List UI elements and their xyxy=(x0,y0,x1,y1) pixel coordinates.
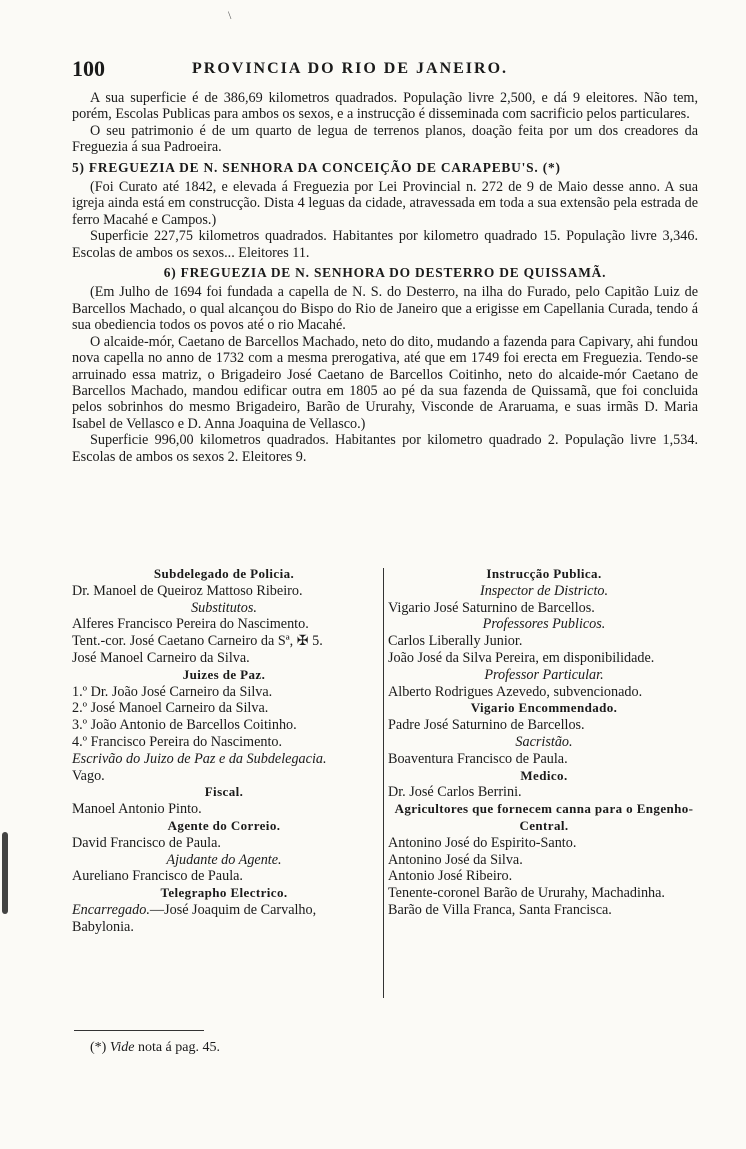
entry: Dr. José Carlos Berrini. xyxy=(388,784,522,801)
entry: Manoel Antonio Pinto. xyxy=(72,801,202,818)
entry: João José da Silva Pereira, em disponibilidade. xyxy=(388,649,655,666)
column-divider xyxy=(383,568,384,998)
right-column xyxy=(388,566,700,919)
entry: 3.º João Antonio de Barcellos Coitinho. xyxy=(72,717,297,734)
subheading: Inspector de Districto. xyxy=(479,582,609,599)
paragraph: Superficie 227,75 kilometros quadrados. Habitantes por kilometro quadrado 15. População livre 3,346. Escolas de ambos os sexos... Eleitores 11. xyxy=(72,228,698,261)
entry: 4.º Francisco Pereira do Nascimento. xyxy=(72,733,283,750)
heading: Vigario Encommendado. xyxy=(470,700,618,716)
entry: Tent.-cor. José Caetano Carneiro da Sª, ✠ 5. xyxy=(72,633,323,650)
ink-speck: \ xyxy=(228,8,232,22)
subheading: Substitutos. xyxy=(191,599,257,616)
page-header xyxy=(72,56,700,82)
footnote-mark: (*) xyxy=(90,1040,107,1055)
heading: Medico. xyxy=(520,767,568,783)
entry: Boaventura Francisco de Paula. xyxy=(388,750,568,767)
entry: Alferes Francisco Pereira do Nascimento. xyxy=(72,616,309,633)
entry: 1.º Dr. João José Carneiro da Silva. xyxy=(72,683,273,700)
value: —José Joaquim de Carvalho, Babylonia. xyxy=(72,901,317,935)
heading: Subdelegado de Policia. xyxy=(153,566,295,581)
running-title: PROVINCIA DO RIO DE JANEIRO. xyxy=(192,60,509,77)
entry: Aureliano Francisco de Paula. xyxy=(72,868,243,885)
margin-stain xyxy=(2,832,8,914)
footnote-text: nota á pag. 45. xyxy=(137,1040,220,1055)
entry: Vigario José Saturnino de Barcellos. xyxy=(388,599,595,616)
page-number: 100 xyxy=(72,56,105,81)
heading: Telegrapho Electrico. xyxy=(160,885,288,901)
footnote xyxy=(90,1040,220,1056)
paragraph: A sua superficie é de 386,69 kilometros quadrados. População livre 2,500, e dá 9 eleitores. Não tem, porém, Escolas Publicas para ambos os sexos, e a instrucção é disseminada com sacrificio pelos particulares. xyxy=(72,90,698,123)
entry: Antonino José do Espirito-Santo. xyxy=(388,834,577,851)
entry: Padre José Saturnino de Barcellos. xyxy=(388,717,585,734)
heading: Instrucção Publica. xyxy=(486,566,602,581)
subheading: Sacristão. xyxy=(515,733,573,750)
section-heading-5: 5) FREGUEZIA DE N. SENHORA DA CONCEIÇÃO DE CARAPEBU'S. (*) xyxy=(72,159,561,175)
footnote-vide: Vide xyxy=(109,1040,135,1055)
entry: Tenente-coronel Barão de Ururahy, Machadinha. xyxy=(388,885,665,902)
entry: 2.º José Manoel Carneiro da Silva. xyxy=(72,700,269,717)
entry: Alberto Rodrigues Azevedo, subvencionado. xyxy=(388,683,643,700)
subheading: Professor Particular. xyxy=(484,666,604,683)
entry: Dr. Manoel de Queiroz Mattoso Ribeiro. xyxy=(72,582,303,599)
heading: Fiscal. xyxy=(204,784,244,800)
paragraph: (Foi Curato até 1842, e elevada á Freguezia por Lei Provincial n. 272 de 9 de Maio desse anno. A sua igreja ainda está em construcção. Dista 4 leguas da cidade, atravessada em toda a sua extensão pela estrada de ferro Macahé e Campos.) xyxy=(72,179,698,228)
entry xyxy=(72,902,376,936)
entry: Barão de Villa Franca, Santa Francisca. xyxy=(388,901,612,918)
officials-columns xyxy=(72,566,700,1006)
entry: David Francisco de Paula. xyxy=(72,834,221,851)
entry: Vago. xyxy=(72,767,105,784)
entry: Carlos Liberally Junior. xyxy=(388,633,523,650)
left-column xyxy=(72,566,376,936)
entry: José Manoel Carneiro da Silva. xyxy=(72,649,250,666)
subheading: Professores Publicos. xyxy=(482,616,606,633)
entry: Antonino José da Silva. xyxy=(388,851,523,868)
subheading: Escrivão do Juizo de Paz e da Subdelegacia. xyxy=(72,750,327,767)
section-heading-6: 6) FREGUEZIA DE N. SENHORA DO DESTERRO DE QUISSAMÃ. xyxy=(163,265,607,281)
subheading: Ajudante do Agente. xyxy=(166,851,282,868)
main-text xyxy=(72,90,698,465)
label: Encarregado. xyxy=(72,901,150,918)
heading: Agricultores que fornecem canna para o Engenho-Central. xyxy=(394,801,694,833)
entry: Antonio José Ribeiro. xyxy=(388,868,513,885)
paragraph: (Em Julho de 1694 foi fundada a capella de N. S. do Desterro, na ilha do Furado, pelo Capitão Luiz de Barcellos Machado, o qual alcançou do Bispo do Rio de Janeiro que a erigisse em Capellania Curada, tendo á sua obediencia todos os povos até o rio Macahé. xyxy=(72,284,698,334)
paragraph: Superficie 996,00 kilometros quadrados. Habitantes por kilometro quadrado 2. População livre 1,534. Escolas de ambos os sexos 2. Eleitores 9. xyxy=(72,432,698,465)
paragraph: O alcaide-mór, Caetano de Barcellos Machado, neto do dito, mudando a fazenda para Capivary, ahi fundou nova capella no anno de 1732 com a mesma prerogativa, até que em 1749 foi erecta em Freguezia. Tendo-se arruinado essa matriz, o Brigadeiro José Caetano de Barcellos Coitinho, neto do alcaide-mór Caetano de Barcellos Machado, mandou edificar outra em 1805 ao pé da sua fazenda de Quissamã, que foi concluida pelos sobrinhos do mesmo Brigadeiro, Barão de Ururahy, Visconde de Araruama, e suas irmãs D. Maria Isabel de Vellasco e D. Anna Joaquina de Vellasco.) xyxy=(72,333,698,432)
heading: Agente do Correio. xyxy=(167,817,281,833)
footnote-rule xyxy=(74,1030,204,1031)
paragraph: O seu patrimonio é de um quarto de legua de terrenos planos, doação feita por um dos creadores da Freguezia á sua Padroeira. xyxy=(72,122,698,156)
heading: Juizes de Paz. xyxy=(182,666,266,682)
